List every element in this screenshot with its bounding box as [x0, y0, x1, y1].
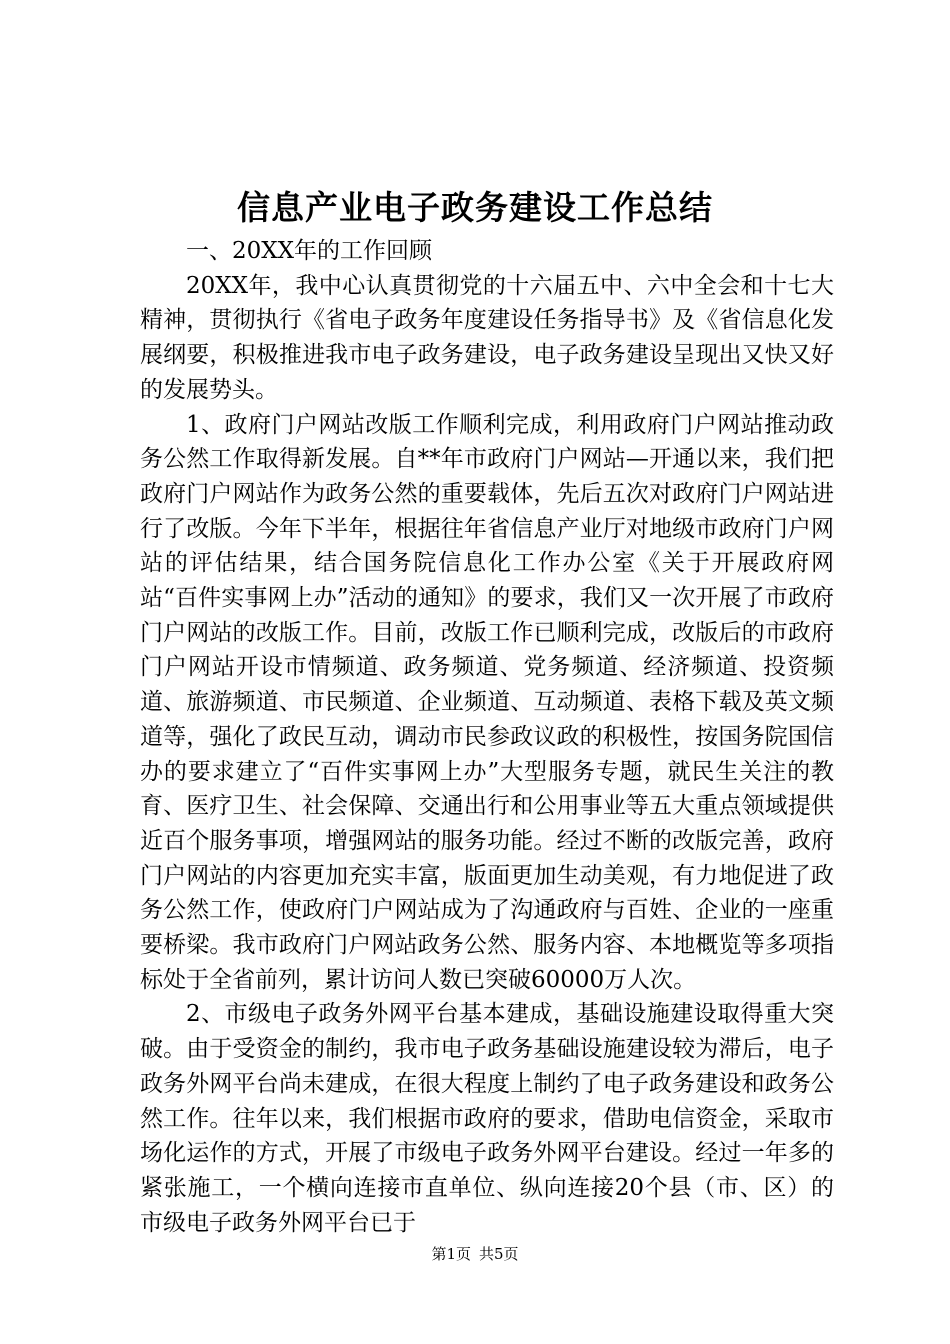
section-heading: 一、20XX年的工作回顾: [186, 238, 433, 264]
page-footer: [0, 1244, 950, 1264]
page-total: 共5页: [479, 1245, 519, 1263]
paragraph-item-1: 1、政府门户网站改版工作顺利完成，利用政府门户网站推动政务公然工作取得新发展。自**年市政府门户网站—开通以来，我们把政府门户网站作为政务公然的重要载体，先后五次对政府门户网站进行了改版。今年下半年，根据往年省信息产业厅对地级市政府门户网站的评估结果，结合国务院信息化工作办公室《关于开展政府网站“百件实事网上办”活动的通知》的要求，我们又一次开展了市政府门户网站的改版工作。目前，改版工作已顺利完成，改版后的市政府门户网站开设市情频道、政务频道、党务频道、经济频道、投资频道、旅游频道、市民频道、企业频道、互动频道、表格下载及英文频道等，强化了政民互动，调动市民参政议政的积极性，按国务院国信办的要求建立了“百件实事网上办”大型服务专题，就民生关注的教育、医疗卫生、社会保障、交通出行和公用事业等五大重点领域提供近百个服务事项，增强网站的服务功能。经过不断的改版完善，政府门户网站的内容更加充实丰富，版面更加生动美观，有力地促进了政务公然工作，使政府门户网站成为了沟通政府与百姓、企业的一座重要桥梁。我市政府门户网站政务公然、服务内容、本地概览等多项指标处于全省前列，累计访问人数已突破60000万人次。: [140, 411, 834, 993]
paragraph-intro: 20XX年，我中心认真贯彻党的十六届五中、六中全会和十七大精神，贯彻执行《省电子政务年度建设任务指导书》及《省信息化发展纲要，积极推进我市电子政务建设，电子政务建设呈现出又快又好的发展势头。: [140, 272, 834, 403]
document-body: [140, 234, 834, 1240]
page-number: 第1页: [431, 1245, 471, 1263]
document-title: 信息产业电子政务建设工作总结: [237, 188, 713, 227]
paragraph-item-2: 2、市级电子政务外网平台基本建成，基础设施建设取得重大突破。由于受资金的制约，我市电子政务基础设施建设较为滞后，电子政务外网平台尚未建成，在很大程度上制约了电子政务建设和政务公然工作。往年以来，我们根据市政府的要求，借助电信资金，采取市场化运作的方式，开展了市级电子政务外网平台建设。经过一年多的紧张施工，一个横向连接市直单位、纵向连接20个县（市、区）的市级电子政务外网平台已于: [140, 1001, 834, 1236]
